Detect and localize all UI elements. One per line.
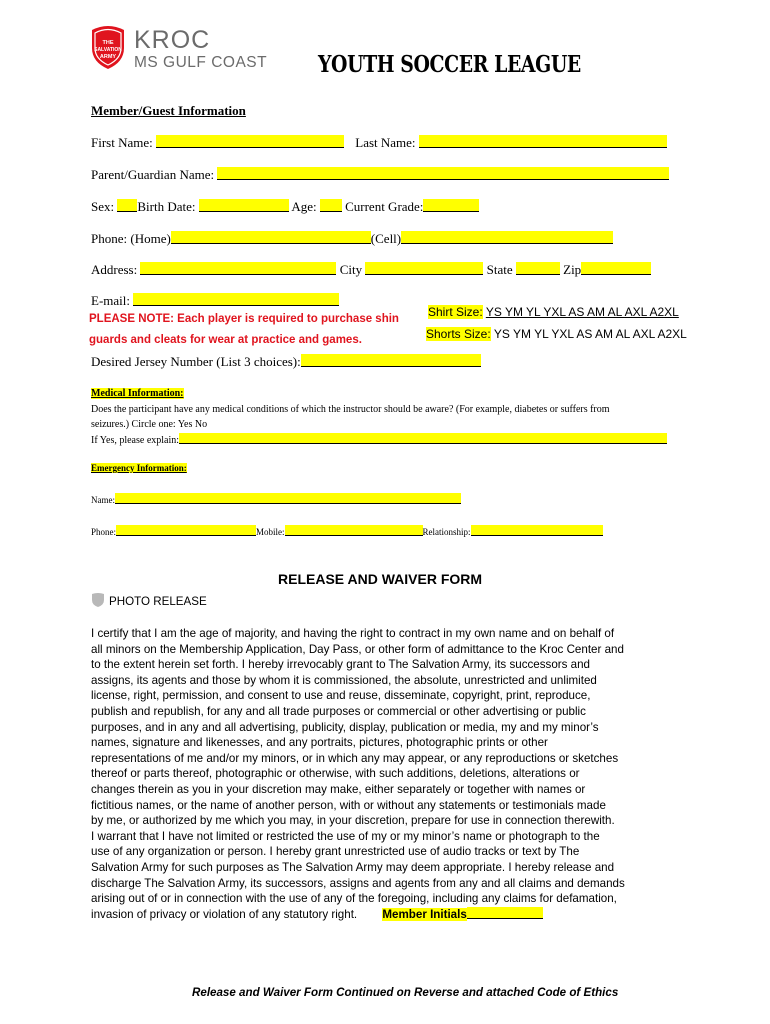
release-line: arising out of or in connection with the use of any of the foregoing, including any claims for defamation,	[91, 892, 617, 906]
logo-subtitle: MS GULF COAST	[134, 54, 268, 71]
emergency-relationship-field[interactable]	[471, 525, 603, 536]
email-label: E-mail:	[91, 293, 130, 308]
phone-row	[91, 231, 613, 247]
medical-heading	[91, 388, 184, 399]
medical-explain-label: If Yes, please explain:	[91, 435, 180, 446]
release-line: purposes, and in any and all advertising, publicity, display, publication or media, my and my minor’s	[91, 720, 599, 734]
zip-label: Zip	[563, 262, 582, 277]
address-field[interactable]	[140, 262, 336, 275]
release-line: use of any organization or person. I hereby grant unrestricted use of audio tracks or text by The	[91, 845, 580, 859]
release-line: all minors on the Membership Application, Day Pass, or other form of admittance to the Kroc Center and	[91, 642, 624, 656]
last-name-field[interactable]	[419, 135, 667, 148]
emergency-mobile-field[interactable]	[285, 525, 423, 536]
email-row	[91, 293, 339, 309]
current-grade-label: Current Grade:	[345, 199, 424, 214]
release-line: I warrant that I have not limited or restricted the use of my or my minor’s name or photograph to the	[91, 829, 600, 843]
emergency-name-row	[91, 493, 461, 505]
emergency-phone-label: Phone:	[91, 527, 117, 537]
release-line: to the extent herein set forth. I hereby irrevocably grant to The Salvation Army, its successors and	[91, 658, 590, 672]
release-last-line	[91, 907, 691, 923]
parent-row	[91, 167, 669, 183]
logo-brand: KROC	[134, 26, 211, 54]
release-line: by me, or authorized by me which you may, in your discretion, prepare for use in connection therewith.	[91, 814, 615, 828]
first-name-row	[91, 135, 667, 151]
shorts-size-row	[426, 327, 687, 341]
equipment-note-line-2: guards and cleats for wear at practice and games.	[89, 334, 362, 346]
salvation-army-shield-logo	[88, 24, 128, 70]
shirt-size-label: Shirt Size:	[428, 305, 483, 319]
jersey-row	[91, 354, 481, 370]
shirt-size-options[interactable]: YS YM YL YXL AS AM AL AXL A2XL	[485, 305, 679, 319]
birth-date-field[interactable]	[199, 199, 289, 212]
medical-question-line-2: seizures.) Circle one: Yes No	[91, 419, 208, 430]
medical-question-line-1: Does the participant have any medical conditions of which the instructor should be aware? (For example, diabetes or suffers from	[91, 404, 610, 415]
shorts-size-label: Shorts Size:	[426, 327, 491, 341]
release-line: representations of me and/or my minors, or in which any may appear, or any reproductions or sketches	[91, 751, 619, 765]
release-line: thereof or parts thereof, photographic or otherwise, with such additions, deletions, alterations or	[91, 767, 580, 781]
release-heading: RELEASE AND WAIVER FORM	[278, 571, 483, 587]
release-line: publish and republish, for any and all trade purposes or commercial or other advertising or public	[91, 704, 586, 718]
release-line: fictitious names, or the name of another person, with or without any statements or testimonials made	[91, 798, 606, 812]
medical-explain-field[interactable]	[179, 433, 667, 444]
emergency-heading-text: Emergency Information:	[91, 463, 187, 473]
sex-field[interactable]	[117, 199, 137, 212]
emergency-relationship-label: Relationship:	[422, 527, 471, 537]
emergency-heading	[91, 463, 187, 473]
state-label: State	[486, 262, 513, 277]
sex-row	[91, 199, 479, 215]
release-paragraph	[91, 626, 691, 922]
medical-explain-row	[91, 433, 667, 446]
equipment-note-line-1: PLEASE NOTE: Each player is required to purchase shin	[89, 313, 399, 325]
email-field[interactable]	[133, 293, 339, 306]
svg-text:ARMY: ARMY	[99, 54, 117, 60]
member-section-heading: Member/Guest Information	[91, 103, 246, 118]
address-label: Address:	[91, 262, 138, 277]
svg-text:SALVATION: SALVATION	[94, 47, 122, 53]
release-line: discharge The Salvation Army, its successors, assigns and agents from any and all claims and demands	[91, 876, 625, 890]
release-line: I certify that I am the age of majority, and having the right to contract in my own name and on behalf of	[91, 627, 615, 640]
state-field[interactable]	[516, 262, 560, 275]
release-line: license, right, permission, and consent to use and reuse, disseminate, copyright, print, reproduce,	[91, 689, 591, 703]
zip-field[interactable]	[581, 262, 651, 275]
page-title: YOUTH SOCCER LEAGUE	[318, 51, 581, 78]
photo-release-row	[91, 592, 207, 610]
release-line: invasion of privacy or violation of any statutory right.	[91, 907, 358, 921]
home-phone-label: Phone: (Home)	[91, 231, 171, 246]
cell-phone-label: (Cell)	[370, 231, 402, 246]
emergency-phone-field[interactable]	[116, 525, 256, 536]
sex-label: Sex:	[91, 199, 115, 214]
address-row	[91, 262, 651, 278]
release-line: names, signature and likenesses, and any portraits, pictures, photographic prints or other	[91, 736, 548, 750]
parent-guardian-field[interactable]	[217, 167, 669, 180]
medical-heading-text: Medical Information:	[91, 388, 184, 399]
first-name-field[interactable]	[156, 135, 344, 148]
jersey-number-field[interactable]	[301, 354, 481, 367]
jersey-number-label: Desired Jersey Number (List 3 choices):	[91, 354, 301, 369]
footer-note: Release and Waiver Form Continued on Reverse and attached Code of Ethics	[192, 986, 619, 999]
cell-phone-field[interactable]	[401, 231, 613, 244]
member-initials-field[interactable]	[467, 907, 543, 919]
release-line: changes therein as you in your discretion may make, either separately or together with names or	[91, 782, 586, 796]
emergency-mobile-label: Mobile:	[256, 527, 285, 537]
first-name-label: First Name:	[91, 135, 153, 150]
shirt-size-row	[428, 305, 679, 319]
city-label: City	[339, 262, 363, 277]
release-line: assigns, its agents and those by whom it is commissioned, the absolute, unrestricted and unlimited	[91, 673, 597, 687]
shorts-size-options[interactable]: YS YM YL YXL AS AM AL AXL A2XL	[493, 327, 687, 341]
city-field[interactable]	[365, 262, 483, 275]
member-initials-label: Member Initials	[382, 907, 467, 921]
parent-guardian-label: Parent/Guardian Name:	[91, 167, 215, 182]
age-label: Age:	[291, 199, 317, 214]
last-name-label: Last Name:	[355, 135, 416, 150]
emergency-name-field[interactable]	[115, 493, 461, 504]
home-phone-field[interactable]	[171, 231, 371, 244]
svg-text:THE: THE	[102, 40, 114, 46]
current-grade-field[interactable]	[423, 199, 479, 212]
release-line: Salvation Army for such purposes as The Salvation Army may deem appropriate. I hereby release and	[91, 860, 615, 874]
emergency-phone-row	[91, 525, 603, 537]
age-field[interactable]	[320, 199, 342, 212]
birth-date-label: Birth Date:	[137, 199, 196, 214]
photo-release-label: PHOTO RELEASE	[109, 595, 207, 608]
shield-checkbox-icon[interactable]	[91, 592, 105, 607]
emergency-name-label: Name:	[91, 495, 115, 505]
